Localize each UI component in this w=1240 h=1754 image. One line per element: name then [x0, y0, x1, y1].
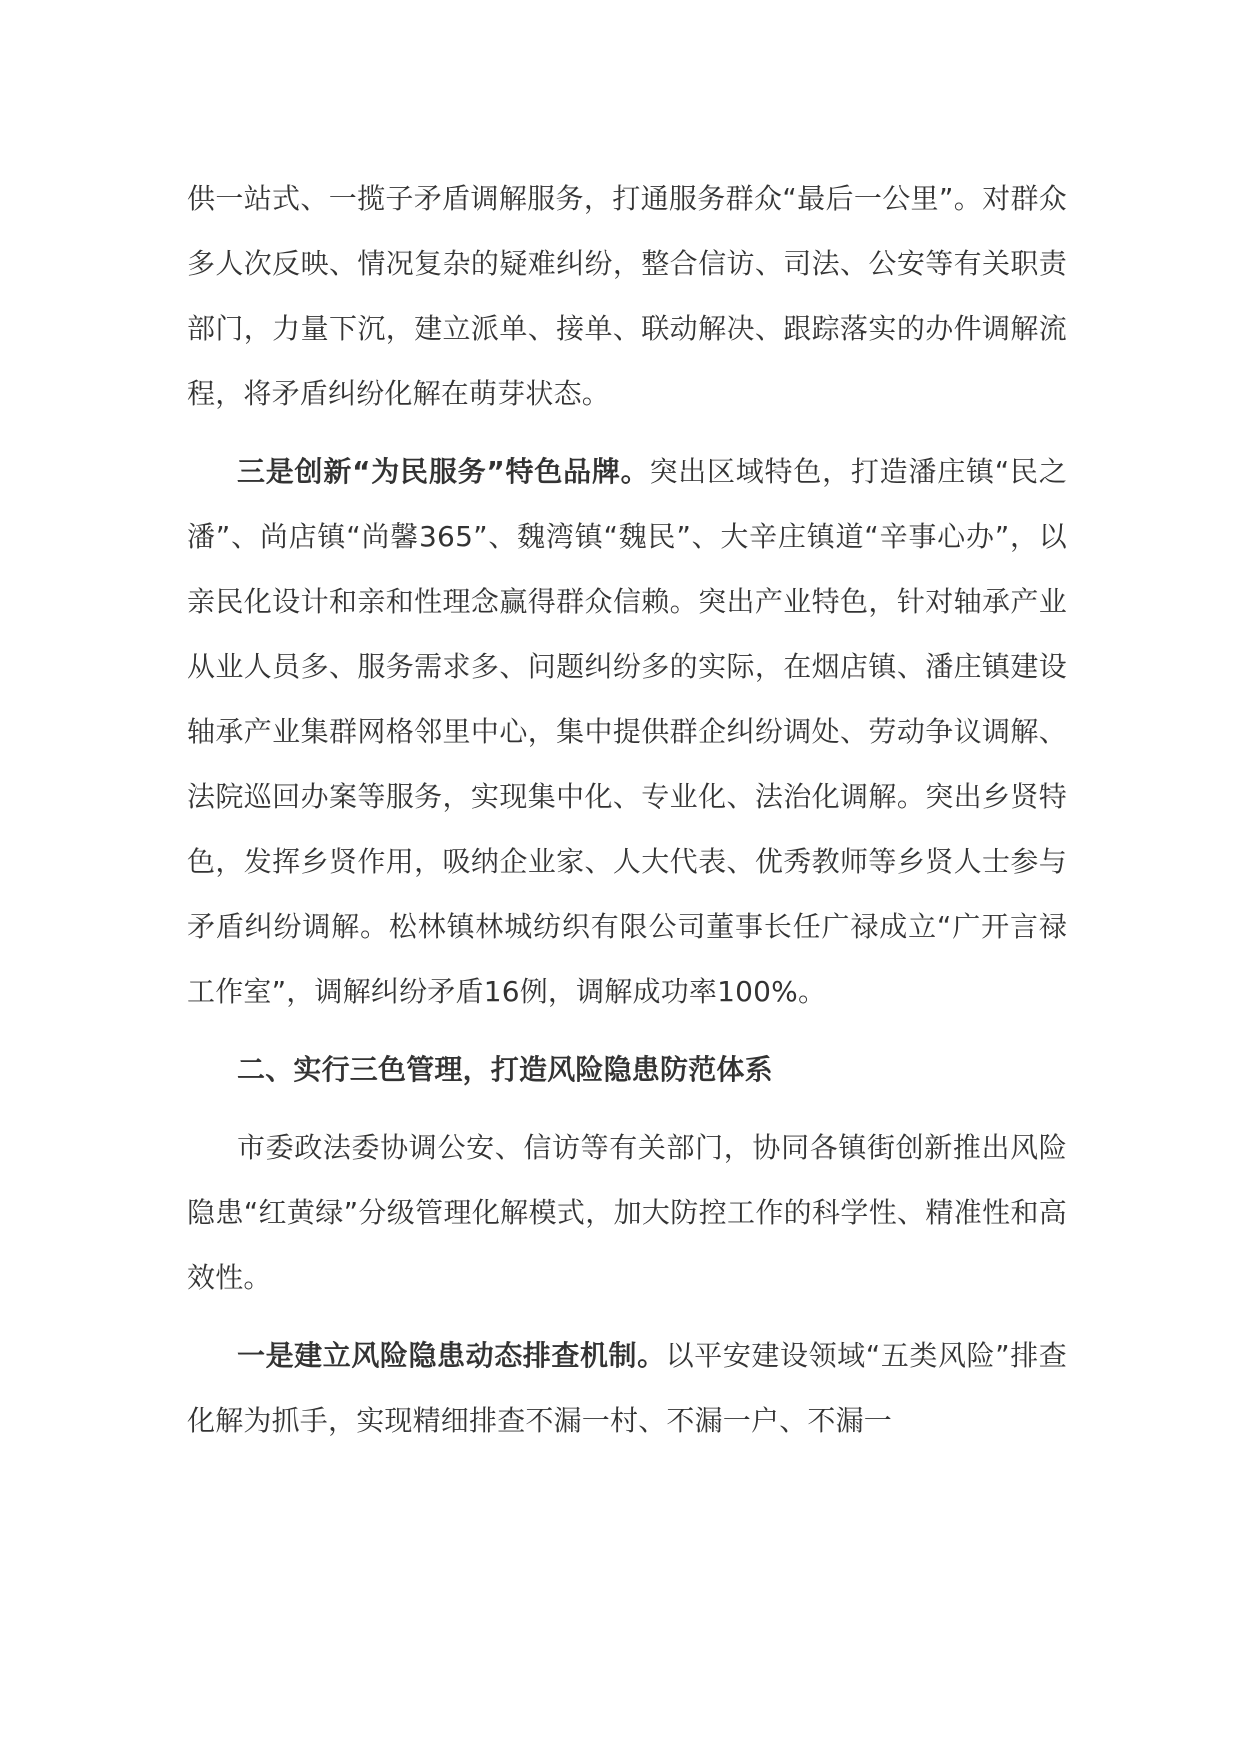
paragraph-lead: 一是建立风险隐患动态排查机制。: [237, 1339, 666, 1372]
section-heading: 二、实行三色管理，打造风险隐患防范体系: [237, 1053, 773, 1086]
paragraph-text: 突出区域特色，打造潘庄镇“民之潘”、尚店镇“尚馨365”、魏湾镇“魏民”、大辛庄镇道“辛事心办”，以亲民化设计和亲和性理念赢得群众信赖。突出产业特色，针对轴承产业从业人员多、服务需求多、问题纠纷多的实际，在烟店镇、潘庄镇建设轴承产业集群网格邻里中心，集中提供群企纠纷调处、劳动争议调解、法院巡回办案等服务，实现集中化、专业化、法治化调解。突出乡贤特色，发挥乡贤作用，吸纳企业家、人大代表、优秀教师等乡贤人士参与矛盾纠纷调解。松林镇林城纺织有限公司董事长任广禄成立“广开言禄工作室”，调解纠纷矛盾16例，调解成功率100%。: [187, 455, 1067, 1008]
document-body: [187, 166, 1067, 1453]
paragraph-brand: [187, 439, 1067, 1024]
paragraph-intro: [187, 1115, 1067, 1310]
paragraph-mechanism: [187, 1323, 1067, 1453]
paragraph-text: 市委政法委协调公安、信访等有关部门，协同各镇街创新推出风险隐患“红黄绿”分级管理化解模式，加大防控工作的科学性、精准性和高效性。: [187, 1131, 1067, 1294]
paragraph-lead: 三是创新“为民服务”特色品牌。: [237, 455, 650, 488]
paragraph-text: 供一站式、一揽子矛盾调解服务，打通服务群众“最后一公里”。对群众多人次反映、情况复杂的疑难纠纷，整合信访、司法、公安等有关职责部门，力量下沉，建立派单、接单、联动解决、跟踪落实的办件调解流程，将矛盾纠纷化解在萌芽状态。: [187, 182, 1067, 410]
paragraph-continuation: [187, 166, 1067, 426]
paragraph-text: 以平安建设领域“五类风险”排查化解为抓手，实现精细排查不漏一村、不漏一户、不漏一: [187, 1339, 1067, 1437]
